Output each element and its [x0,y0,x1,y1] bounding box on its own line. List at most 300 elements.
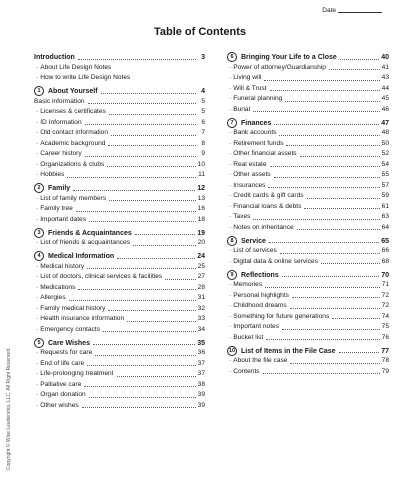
toc-page-number: 20 [197,239,205,247]
entry-bullet-icon: · [36,139,39,147]
toc-entry [34,378,205,389]
toc-page-number: 68 [381,257,389,265]
toc-page-number: 63 [381,213,389,221]
dot-leader [89,221,196,222]
dot-leader [108,145,196,146]
dot-leader [292,297,380,298]
entry-bullet-icon: · [229,192,232,200]
entry-bullet-icon: · [36,380,39,388]
toc-entry [227,211,389,222]
toc-page-number: 70 [381,271,389,279]
dot-leader [329,69,380,70]
toc-entry [227,72,389,83]
dot-leader [133,245,196,246]
entry-bullet-icon: · [229,213,232,221]
toc-section-heading [34,247,205,260]
toc-page-number: 32 [197,304,205,312]
entry-bullet-icon: · [36,294,39,302]
toc-entry [34,302,205,313]
entry-bullet-icon: · [229,160,232,168]
toc-entry [227,289,389,300]
toc-entry [34,237,205,248]
entry-bullet-icon: · [36,262,39,270]
toc-entry-label: Reflections [241,271,279,279]
toc-entry-label: Other assets [233,171,271,179]
toc-entry [34,61,205,72]
toc-page-number: 12 [197,185,205,192]
date-field [322,7,382,14]
section-number-badge: 3 [34,228,44,238]
dot-leader [135,234,195,235]
toc-page-number: 72 [381,302,389,310]
dot-leader [117,376,196,377]
toc-page-number: 76 [381,333,389,341]
toc-page-number: 33 [197,315,205,323]
dot-leader [87,268,195,269]
toc-entry-label: Family [48,185,71,192]
toc-entry [34,192,205,203]
toc-section-heading [34,82,205,95]
entry-bullet-icon: · [229,95,232,103]
section-number-badge: 8 [227,236,237,246]
dot-leader [84,386,195,387]
toc-entry [227,61,389,72]
toc-right-column [227,48,389,376]
dot-leader [101,93,196,94]
toc-page-number: 54 [381,160,389,168]
dot-leader [117,258,195,259]
entry-bullet-icon: · [36,194,39,202]
toc-entry [227,190,389,201]
dot-leader [300,156,380,157]
dot-leader [268,187,379,188]
entry-bullet-icon: · [229,367,232,375]
toc-page-number: 40 [381,54,389,61]
entry-bullet-icon: · [36,283,39,291]
toc-entry-label: Financial loans & debts [233,202,302,210]
dot-leader [274,177,380,178]
toc-entry-label: List of Items in the File Case [241,347,336,355]
entry-bullet-icon: · [36,325,39,333]
dot-leader [270,166,380,167]
toc-page-number: 74 [381,312,389,320]
toc-entry-label: Requests for care [40,349,93,357]
dot-leader [95,355,195,356]
toc-entry [227,255,389,266]
toc-page-number: 35 [197,339,205,347]
toc-entry-label: Burial [233,105,251,113]
toc-entry [227,158,389,169]
toc-entry-label: Bank accounts [233,129,277,137]
entry-bullet-icon: · [36,160,39,168]
toc-entry-label: Important notes [233,323,280,331]
toc-entry-label: About the file case [233,357,288,365]
entry-bullet-icon: · [36,359,39,367]
section-number-badge: 10 [228,347,236,354]
toc-section-heading [34,334,205,347]
entry-bullet-icon: · [229,281,232,289]
toc-section-heading [227,266,389,279]
toc-entry-label: Friends & Acquaintances [48,229,132,237]
entry-bullet-icon: · [36,304,39,312]
toc-page-number: 28 [197,283,205,291]
entry-bullet-icon: · [229,223,232,231]
toc-section-heading [227,342,389,355]
toc-entry [34,260,205,271]
toc-page-number: 25 [197,262,205,270]
toc-entry-label: Will & Trust [233,84,267,92]
entry-bullet-icon: · [229,357,232,365]
toc-entry-label: Retirement funds [233,139,284,147]
dot-leader [93,344,195,345]
page-title: Table of Contents [153,26,247,38]
toc-entry [227,103,389,114]
toc-entry [227,300,389,311]
toc-entry-label: Medications [40,283,76,291]
entry-bullet-icon: · [36,315,39,323]
toc-page-number: 50 [381,139,389,147]
entry-bullet-icon: · [229,105,232,113]
dot-leader [265,287,380,288]
toc-entry-label: Other financial assets [233,150,297,158]
dot-leader [76,211,196,212]
toc-page-number: 45 [381,95,389,103]
dot-leader [127,321,196,322]
dot-leader [85,156,196,157]
toc-page-number: 5 [201,108,205,116]
entry-bullet-icon: · [36,391,39,399]
toc-entry [34,357,205,368]
toc-entry [227,137,389,148]
section-number-badge: 9 [227,270,237,280]
toc-page-number: 55 [381,171,389,179]
section-number-badge: 2 [34,183,44,193]
toc-page-number: 48 [381,129,389,137]
toc-entry [227,355,389,366]
toc-page-number: 72 [381,291,389,299]
toc-entry [227,127,389,138]
dot-leader [165,279,195,280]
date-label: Date [322,7,336,14]
entry-bullet-icon: · [229,291,232,299]
toc-page-number: 37 [197,359,205,367]
dot-leader [286,145,379,146]
dot-leader [290,308,380,309]
entry-bullet-icon: · [36,349,39,357]
entry-bullet-icon: · [36,273,39,281]
toc-entry [227,365,389,376]
toc-entry [34,347,205,358]
toc-entry-label: Power of attorney/Guardianship [233,63,326,71]
entry-bullet-icon: · [36,370,39,378]
toc-entry [34,169,205,180]
toc-page-number: 47 [381,119,389,127]
toc-page-number: 6 [201,118,205,126]
toc-page-number: 13 [197,194,205,202]
toc-entry-label: Hobbies [40,171,65,179]
entry-bullet-icon: · [36,150,39,158]
toc-page-number: 39 [197,391,205,399]
toc-entry-label: Real estate [233,160,267,168]
toc-entry [34,313,205,324]
entry-bullet-icon: · [229,150,232,158]
entry-bullet-icon: · [229,139,232,147]
toc-entry [34,389,205,400]
entry-bullet-icon: · [229,202,232,210]
toc-entry [227,148,389,159]
toc-page-number: 46 [381,105,389,113]
entry-bullet-icon: · [229,302,232,310]
dot-leader [304,208,379,209]
toc-entry-label: List of services [233,247,277,255]
toc-entry [34,203,205,214]
toc-entry-label: Finances [241,119,272,127]
toc-page-number: 52 [381,150,389,158]
dot-leader [109,114,196,115]
toc-entry [34,292,205,303]
toc-page-number: 36 [197,349,205,357]
toc-entry [34,271,205,282]
entry-bullet-icon: · [36,129,39,137]
toc-page-number: 10 [197,160,205,168]
toc-entry-label: Credit cards & gift cards [233,192,304,200]
dot-leader [67,177,196,178]
toc-entry-label: Palliative care [40,380,82,388]
toc-entry [34,127,205,138]
entry-bullet-icon: · [229,257,232,265]
toc-entry-label: Old contact information [40,129,109,137]
dot-leader [297,229,380,230]
dot-leader [280,253,380,254]
dot-leader [264,80,379,81]
toc-entry-label: List of doctors, clinical services & facilities [40,273,163,281]
toc-entry-label: Basic information [34,97,85,105]
toc-entry-label: Taxes [233,213,251,221]
entry-bullet-icon: · [36,171,39,179]
toc-page-number: 39 [197,401,205,409]
toc-page-number: 61 [381,202,389,210]
toc-page-number: 5 [201,97,205,105]
dot-leader [339,352,380,353]
toc-entry-label: Digital data & online services [233,257,318,265]
dot-leader [69,300,196,301]
toc-entry-label: Living will [233,74,262,82]
toc-page-number: 79 [381,367,389,375]
toc-section-heading [227,232,389,245]
dot-leader [263,373,380,374]
toc-entry [227,321,389,332]
toc-section-heading [34,224,205,237]
section-number-badge: 5 [34,338,44,348]
toc-page-number: 11 [198,171,205,179]
toc-entry [34,95,205,106]
toc-entry-label: How to write Life Design Notes [40,74,131,82]
toc-page-number: 7 [201,129,205,137]
toc-entry [34,137,205,148]
toc-entry [227,310,389,321]
dot-leader [253,111,380,112]
toc-page-number: 41 [381,63,389,71]
dot-leader [78,59,196,60]
toc-page-number: 37 [197,370,205,378]
entry-bullet-icon: · [229,247,232,255]
dot-leader [282,276,379,277]
toc-entry [34,213,205,224]
toc-page-number: 75 [381,323,389,331]
toc-page-number: 57 [381,181,389,189]
toc-section-heading [227,114,389,127]
toc-page-number: 71 [381,281,389,289]
toc-page-number: 4 [201,88,205,95]
dot-leader [290,363,379,364]
toc-entry [227,245,389,256]
toc-entry [227,169,389,180]
dot-leader [332,318,379,319]
dot-leader [107,166,195,167]
toc-page-number: 16 [197,205,205,213]
dot-leader [88,103,196,104]
toc-entry-label: Something for future generations [233,312,330,320]
entry-bullet-icon: · [229,181,232,189]
dot-leader [279,135,379,136]
entry-bullet-icon: · [36,401,39,409]
toc-entry-label: Family tree [40,205,73,213]
toc-entry-label: Life-prolonging treatment [40,370,114,378]
dot-leader [285,101,379,102]
toc-entry-label: Medical Information [48,253,115,260]
toc-entry-label: Service [241,237,266,245]
toc-page-number: 78 [381,357,389,365]
toc-left-column [34,48,205,410]
entry-bullet-icon: · [36,108,39,116]
entry-bullet-icon: · [229,74,232,82]
toc-page-number: 64 [381,223,389,231]
entry-bullet-icon: · [229,129,232,137]
toc-entry-label: Licenses & certificates [40,108,106,116]
toc-entry-label: Allergies [40,294,66,302]
toc-page-number: 34 [197,325,205,333]
toc-section-heading [34,179,205,192]
entry-bullet-icon: · [229,171,232,179]
toc-entry-label: Emergency contacts [40,325,100,333]
toc-entry-label: List of family members [40,194,107,202]
section-number-badge: 4 [34,251,44,261]
toc-entry [227,279,389,290]
toc-entry-label: Memories [233,281,263,289]
toc-entry [227,200,389,211]
toc-entry [34,148,205,159]
dot-leader [85,124,196,125]
dot-leader [270,90,380,91]
dot-leader [109,200,195,201]
dot-leader [108,310,195,311]
dot-leader [78,289,195,290]
copyright-notice: Copyright © Wise Leadership, LLC. All Right Reserved. [6,347,12,470]
dot-leader [87,365,195,366]
dot-leader [111,135,196,136]
entry-bullet-icon: · [229,312,232,320]
toc-entry-label: About Yourself [48,88,98,95]
toc-entry-label: About Life Design Notes [40,63,112,71]
toc-entry [34,281,205,292]
toc-entry [34,106,205,117]
toc-page-number: 8 [201,139,205,147]
toc-entry-label: Career history [40,150,82,158]
toc-entry [227,93,389,104]
dot-leader [269,242,379,243]
dot-leader [282,329,380,330]
toc-entry-label: Childhood dreams [233,302,287,310]
toc-entry-label: Bringing Your Life to a Close [241,54,337,61]
toc-entry-label: Health insurance information [40,315,125,323]
toc-section-heading [227,48,389,61]
dot-leader [89,397,196,398]
toc-entry-label: Personal highlights [233,291,289,299]
toc-page-number: 18 [197,215,205,223]
toc-entry [34,72,205,83]
toc-page-number: 31 [197,294,205,302]
toc-entry-label: Insurances [233,181,266,189]
entry-bullet-icon: · [36,239,39,247]
toc-entry [34,323,205,334]
toc-page-number: 44 [381,84,389,92]
entry-bullet-icon: · [36,63,39,71]
entry-bullet-icon: · [36,118,39,126]
entry-bullet-icon: · [36,215,39,223]
toc-entry-label: Contents [233,367,260,375]
toc-section-heading [34,48,205,61]
dot-leader [340,59,379,60]
date-blank [338,12,382,13]
dot-leader [253,219,379,220]
dot-leader [103,331,196,332]
entry-bullet-icon: · [229,333,232,341]
toc-page-number: 27 [197,273,205,281]
toc-entry-label: Notes on inheritance [233,223,294,231]
dot-leader [321,263,380,264]
toc-page-number: 3 [201,54,205,61]
toc-entry-label: Medical history [40,262,85,270]
dot-leader [266,339,379,340]
section-number-badge: 6 [227,52,237,62]
toc-page-number: 66 [381,247,389,255]
toc-entry-label: List of friends & acquaintances [40,239,131,247]
toc-page-number: 19 [197,229,205,237]
toc-entry-label: Introduction [34,54,75,61]
toc-entry-label: Family medical history [40,304,106,312]
toc-page-number: 43 [381,74,389,82]
toc-entry-label: Organ donation [40,391,86,399]
section-number-badge: 1 [34,86,44,96]
toc-entry [34,368,205,379]
toc-entry-label: Academic background [40,139,106,147]
dot-leader [274,124,379,125]
toc-page-number: 38 [197,380,205,388]
toc-entry [227,221,389,232]
toc-entry-label: Funeral planning [233,95,283,103]
toc-entry [34,399,205,410]
entry-bullet-icon: · [36,205,39,213]
toc-entry [34,158,205,169]
toc-entry-label: End of life care [40,359,85,367]
entry-bullet-icon: · [229,84,232,92]
toc-entry-label: Care Wishes [48,339,90,347]
toc-entry-label: Important dates [40,215,87,223]
toc-entry [227,82,389,93]
entry-bullet-icon: · [229,63,232,71]
toc-page-number: 24 [197,253,205,260]
toc-entry-label: Other wishes [40,401,79,409]
